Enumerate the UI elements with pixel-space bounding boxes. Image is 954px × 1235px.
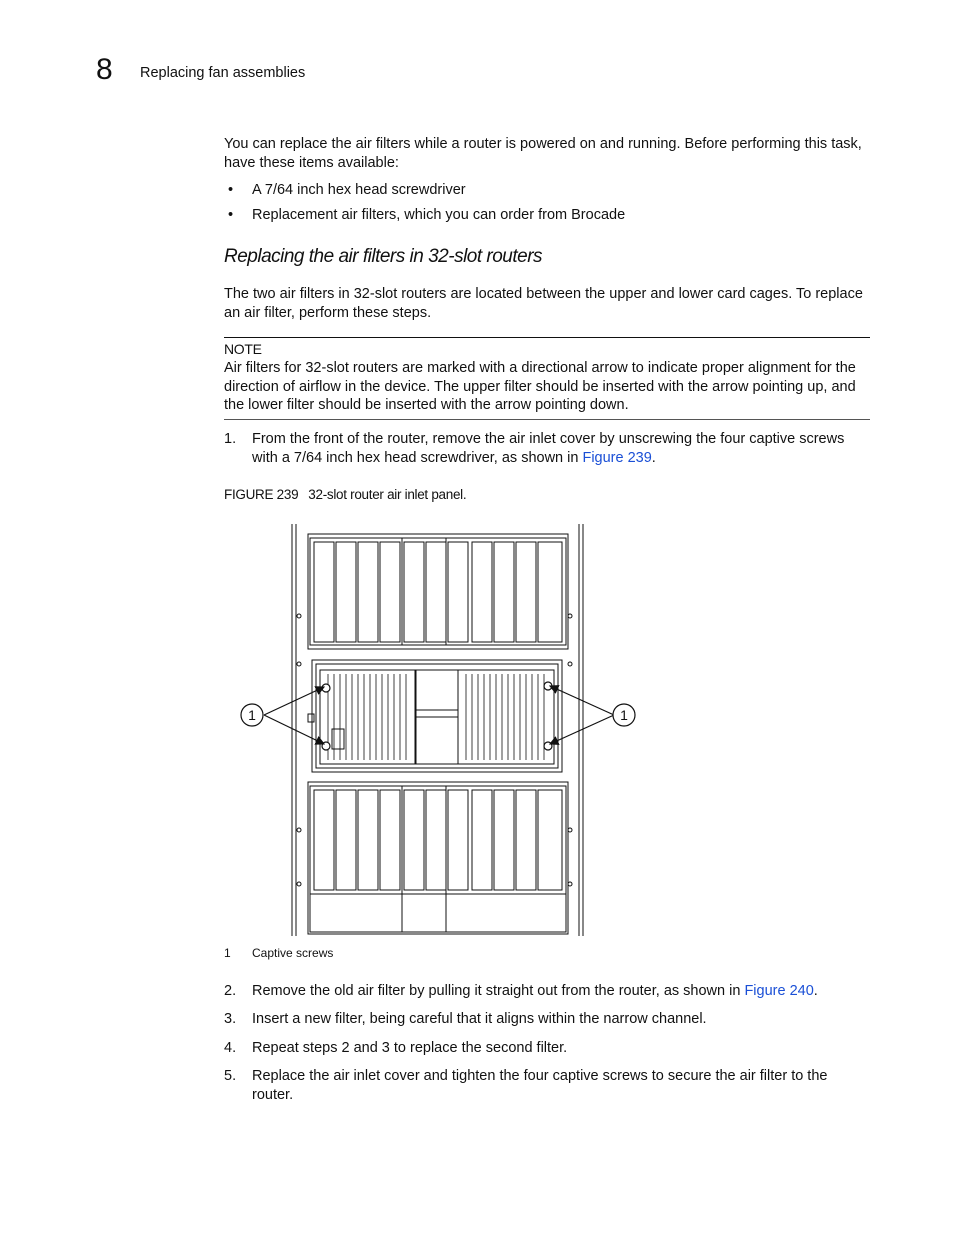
step-number: 5. [224,1068,237,1084]
chapter-title: Replacing fan assemblies [140,65,306,81]
step-item [224,1039,874,1059]
figure-240-link[interactable]: Figure 240 [744,983,814,999]
figure-caption [224,487,466,502]
legend-number: 1 [224,946,231,960]
step-text: From the front of the router, remove the air inlet cover by unscrewing the four captive screws with a 7/64 inch hex head screwdriver, as shown in Figure 239. [252,431,845,466]
step-text: Replace the air inlet cover and tighten the four captive screws to secure the air filter to the router. [252,1068,828,1103]
chapter-number: 8 [96,53,113,86]
callout-left: 1 [248,707,256,723]
figure-label: FIGURE 239 [224,487,299,502]
bullet-text: Replacement air filters, which you can order from Brocade [252,207,626,223]
bullet-dot-icon: • [228,207,234,223]
note-text: Air filters for 32-slot routers are marked with a directional arrow to indicate proper alignment for the direction of airflow in the device. The upper filter should be inserted with the arrow pointing up, and the lower filter should be inserted with the arrow pointing down. [224,360,856,413]
step-item [224,982,874,1002]
step-text: Remove the old air filter by pulling it straight out from the router, as shown in Figure 240. [252,983,818,999]
step-item [224,1010,874,1030]
step-number: 3. [224,1011,237,1027]
bullet-text: A 7/64 inch hex head screwdriver [252,182,466,198]
router-diagram [236,524,636,939]
note-top-rule [224,337,870,338]
step-number: 4. [224,1040,237,1056]
step-text: Insert a new filter, being careful that it aligns within the narrow channel. [252,1011,707,1027]
figure-caption-text: 32-slot router air inlet panel. [308,487,467,502]
step-item [224,430,874,470]
step-number: 2. [224,983,237,999]
step-number: 1. [224,431,237,447]
figure-239-link[interactable]: Figure 239 [582,449,652,466]
note-bottom-rule [224,419,870,420]
intro-paragraph: You can replace the air filters while a router is powered on and running. Before performing this task, have these items available: [224,136,862,171]
step-item [224,1067,874,1107]
section-paragraph: The two air filters in 32-slot routers are located between the upper and lower card cages. To replace an air filter, perform these steps. [224,286,863,321]
note-label: NOTE [224,341,262,357]
legend-text: Captive screws [252,946,334,960]
section-title: Replacing the air filters in 32-slot routers [224,246,543,267]
step-text: Repeat steps 2 and 3 to replace the second filter. [252,1040,568,1056]
callout-right: 1 [620,707,628,723]
bullet-dot-icon: • [228,182,234,198]
captive-screw-icon [322,682,552,750]
router-air-inlet-figure [236,524,636,939]
